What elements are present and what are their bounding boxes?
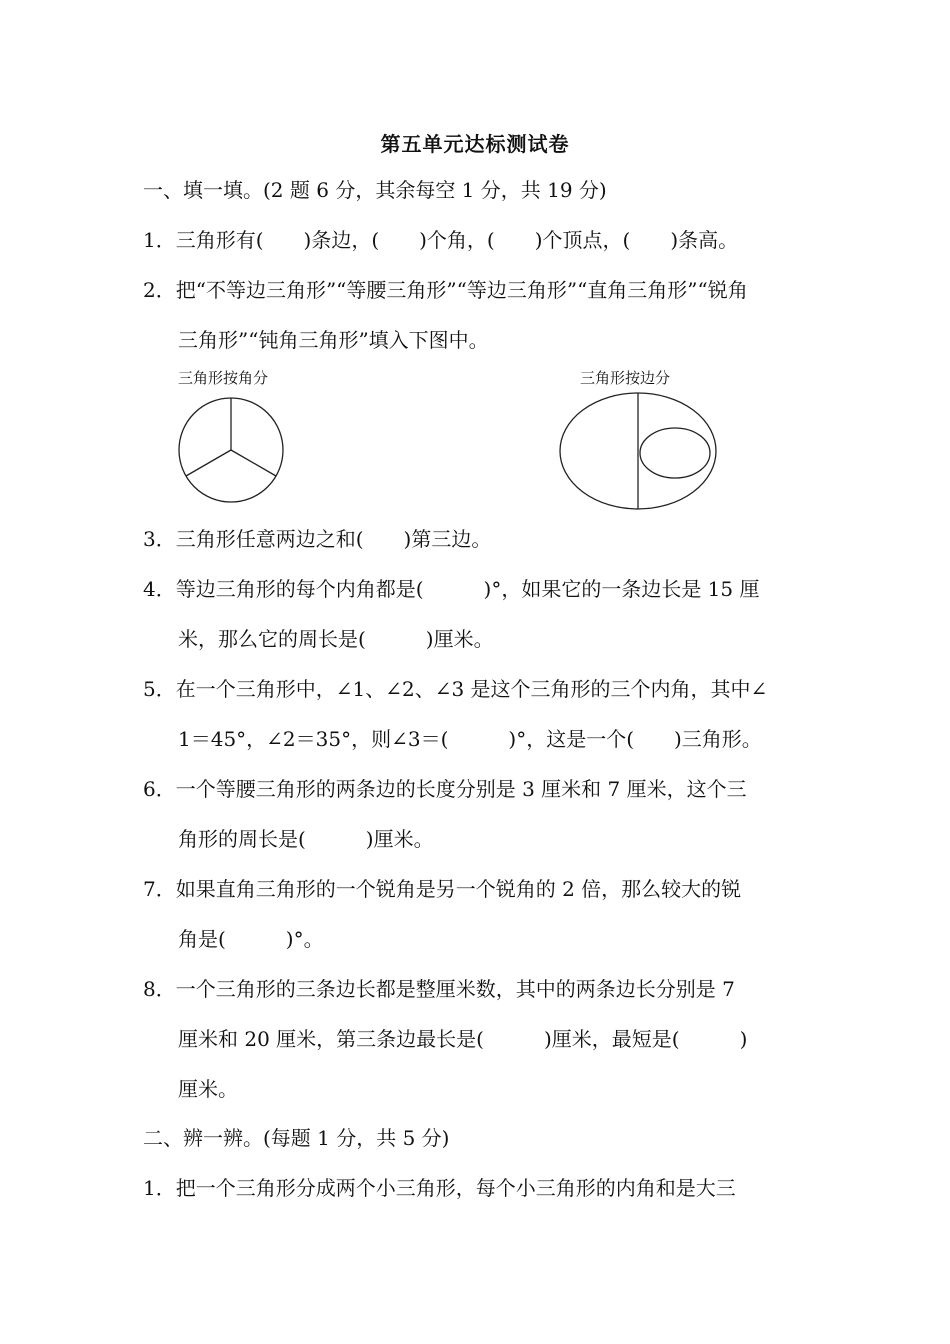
angle-classification-circle: [179, 398, 283, 502]
question-5-line-2: 1＝45°，∠2＝35°，则∠3＝( )°，这是一个( )三角形。: [178, 727, 762, 751]
question-8-line-2: 厘米和 20 厘米，第三条边最长是( )厘米，最短是( ): [178, 1027, 748, 1051]
question-6-line-1: 6．一个等腰三角形的两条边的长度分别是 3 厘米和 7 厘米，这个三: [143, 777, 747, 801]
question-4-line-2: 米，那么它的周长是( )厘米。: [178, 627, 494, 651]
diagram-right-caption: 三角形按边分: [580, 369, 671, 387]
question-5-line-1: 5．在一个三角形中，∠1、∠2、∠3 是这个三角形的三个内角，其中∠: [143, 677, 768, 701]
section-2-question-1-line-1: 1．把一个三角形分成两个小三角形，每个小三角形的内角和是大三: [143, 1176, 736, 1200]
section-2-heading: 二、辨一辨。(每题 1 分，共 5 分): [143, 1126, 450, 1150]
question-8-line-3: 厘米。: [178, 1077, 238, 1101]
question-6-line-2: 角形的周长是( )厘米。: [178, 827, 434, 851]
question-2-line-2: 三角形”“钝角三角形”填入下图中。: [178, 328, 489, 352]
question-7-line-2: 角是( )°。: [178, 927, 324, 951]
question-4-line-1: 4．等边三角形的每个内角都是( )°，如果它的一条边长是 15 厘: [143, 577, 760, 601]
question-8-line-1: 8．一个三角形的三条边长都是整厘米数，其中的两条边长分别是 7: [143, 977, 735, 1001]
side-classification-ellipse: [560, 393, 716, 509]
page-title: 第五单元达标测试卷: [380, 132, 570, 156]
question-7-line-1: 7．如果直角三角形的一个锐角是另一个锐角的 2 倍，那么较大的锐: [143, 877, 742, 901]
section-1-heading: 一、填一填。(2 题 6 分，其余每空 1 分，共 19 分): [143, 178, 607, 202]
question-1: 1．三角形有( )条边，( )个角，( )个顶点，( )条高。: [143, 228, 739, 252]
diagram-left-caption: 三角形按角分: [178, 369, 269, 387]
question-2-line-1: 2．把“不等边三角形”“等腰三角形”“等边三角形”“直角三角形”“锐角: [143, 278, 748, 302]
question-3: 3．三角形任意两边之和( )第三边。: [143, 527, 492, 551]
